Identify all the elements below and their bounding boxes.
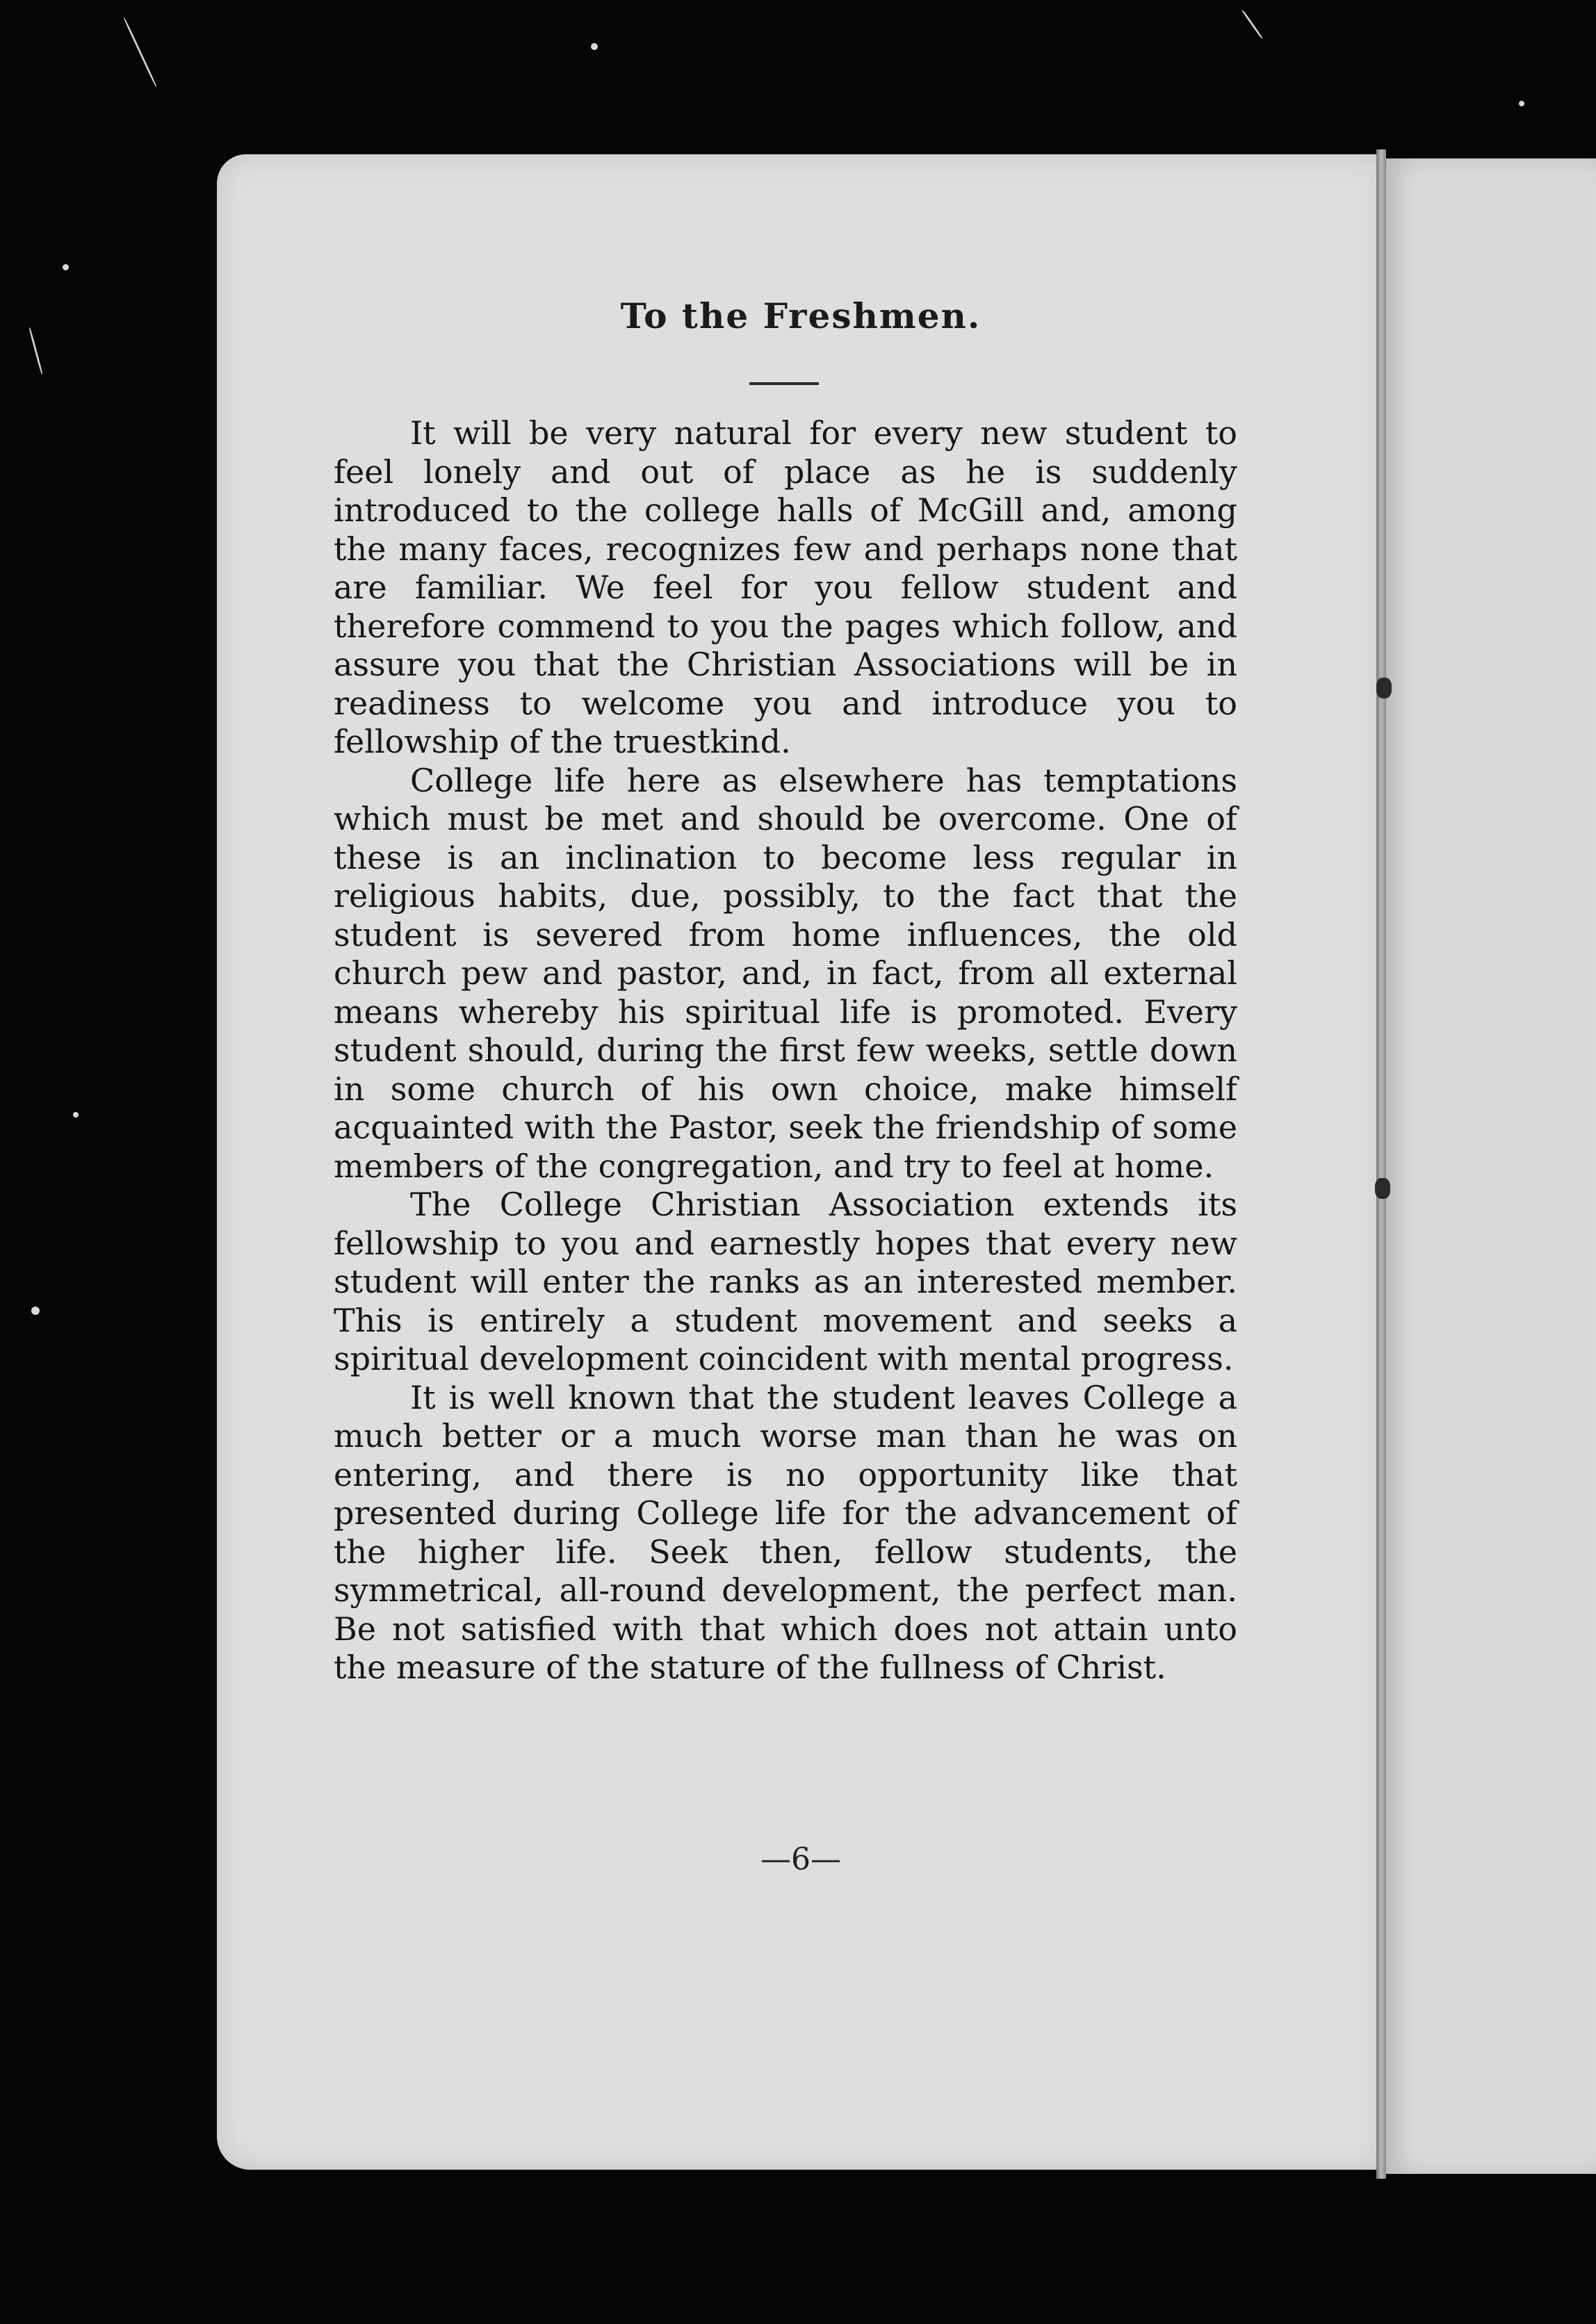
right-page <box>1386 158 1596 2174</box>
film-speck <box>591 43 598 50</box>
film-speck <box>73 1112 79 1118</box>
paragraph-3: The College Christian Association extends its fellowship to you and earnestly hopes that every new student will enter the ranks as an interested member. This is entirely a student movement and seeks a spiritual development coincident with mental progress. <box>334 1186 1237 1377</box>
film-speck <box>63 264 69 270</box>
paragraph-1: It will be very natural for every new student to feel lonely and out of place as he is suddenly introduced to the college halls of McGill and, among the many faces, recognizes few and perhaps none that are familiar. We feel for you fellow student and therefore commend to you the pages which follow, and assure you that the Christian Associations will be in readiness to welcome you and introduce you to fellowship of the truestkind. <box>334 414 1237 760</box>
binding-staple <box>1375 1178 1390 1199</box>
film-speck <box>31 1307 40 1315</box>
paragraph-2: College life here as elsewhere has temptations which must be met and should be overcome. One of these is an inclination to become less regular in religious habits, due, possibly, to the fact that the student is severed from home influences, the old church pew and pastor, and, in fact, from all external means whereby his spiritual life is promoted. Every student should, during the first few weeks, settle down in some church of his own choice, make himself acquainted with the Pastor, seek the friendship of some members of the congregation, and try to feel at home. <box>334 761 1237 1185</box>
page-title: To the Freshmen. <box>620 295 982 336</box>
film-speck <box>1519 101 1524 106</box>
body-text <box>334 414 1237 1687</box>
title-rule <box>749 382 819 385</box>
page-number: —6— <box>760 1842 841 1877</box>
binding-staple <box>1376 678 1392 698</box>
paragraph-4: It is well known that the student leaves College a much better or a much worse man than he was on entering, and there is no opportunity like that presented during College life for the advancement of the higher life. Seek then, fellow students, the symmetrical, all-round development, the perfect man. Be not satisfied with that which does not attain unto the measure of the stature of the fullness of Christ. <box>334 1378 1237 1686</box>
